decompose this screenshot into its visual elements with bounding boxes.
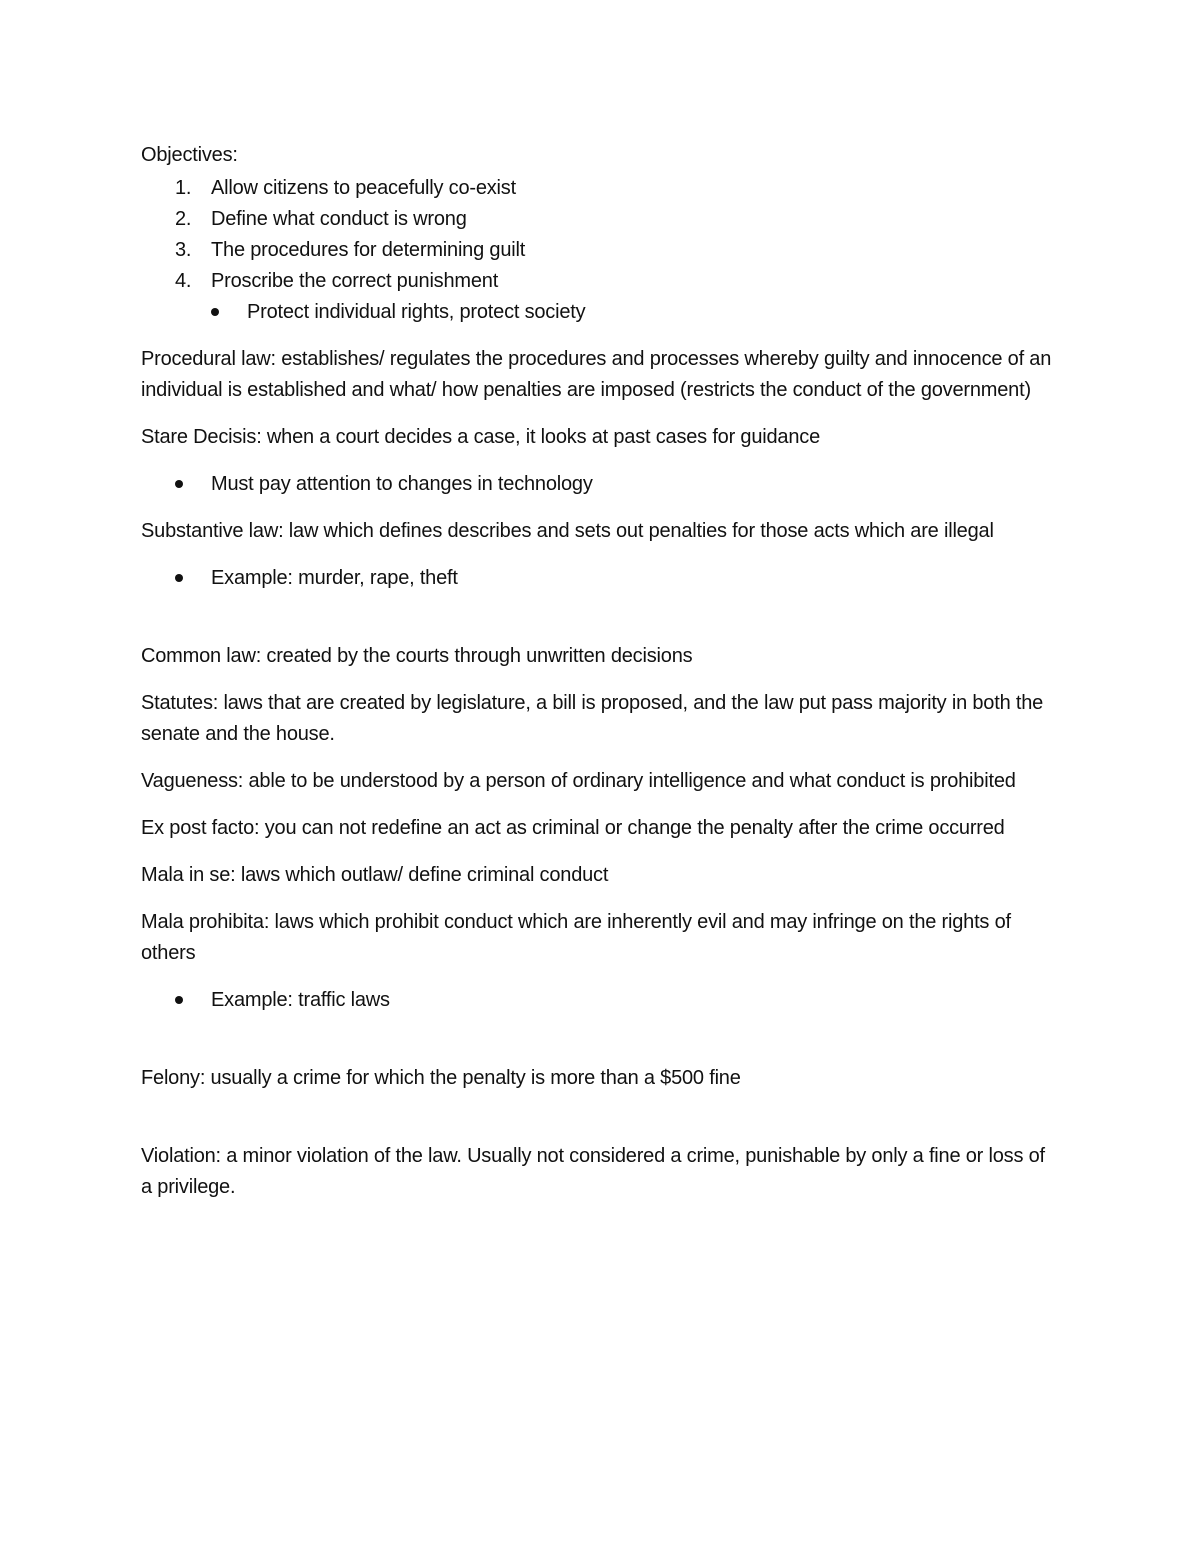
bullet-icon (175, 480, 183, 488)
substantive-law-paragraph: Substantive law: law which defines describes and sets out penalties for those acts which are illegal (141, 520, 994, 542)
bullet-icon (211, 308, 219, 316)
list-item (141, 297, 1061, 328)
bullet-icon (175, 574, 183, 582)
objective-item (141, 266, 1061, 297)
objective-text: The procedures for determining guilt (211, 239, 526, 261)
objective-text: Allow citizens to peacefully co-exist (211, 177, 516, 199)
mala-prohibita-list (141, 985, 1061, 1016)
objective-item (141, 235, 1061, 266)
objective-number: 1. (175, 177, 192, 199)
bullet-text: Must pay attention to changes in technology (211, 473, 593, 495)
statutes-paragraph: Statutes: laws that are created by legislature, a bill is proposed, and the law put pass majority in both the senate and the house. (141, 692, 1044, 745)
common-law-paragraph: Common law: created by the courts through unwritten decisions (141, 645, 693, 667)
objective-number: 4. (175, 270, 192, 292)
list-item (141, 469, 1061, 500)
document-body (141, 140, 1061, 1219)
blank-line (141, 610, 1061, 641)
list-item (141, 563, 1061, 594)
list-item (141, 985, 1061, 1016)
ex-post-facto-paragraph: Ex post facto: you can not redefine an act as criminal or change the penalty after the crime occurred (141, 817, 1005, 839)
objectives-heading: Objectives: (141, 144, 238, 166)
blank-line (141, 1110, 1061, 1141)
objective-item (141, 173, 1061, 204)
objective-number: 3. (175, 239, 192, 261)
objectives-sub-list (141, 297, 1061, 328)
stare-decisis-list (141, 469, 1061, 500)
objective-number: 2. (175, 208, 192, 230)
objectives-list (141, 173, 1061, 297)
objective-text: Proscribe the correct punishment (211, 270, 499, 292)
bullet-text: Example: traffic laws (211, 989, 390, 1011)
bullet-icon (175, 996, 183, 1004)
stare-decisis-paragraph: Stare Decisis: when a court decides a case, it looks at past cases for guidance (141, 426, 821, 448)
objective-item (141, 204, 1061, 235)
procedural-law-paragraph: Procedural law: establishes/ regulates the procedures and processes whereby guilty and innocence of an individual is established and what/ how penalties are imposed (restricts the conduct of the government) (141, 348, 1052, 401)
substantive-law-list (141, 563, 1061, 594)
felony-paragraph: Felony: usually a crime for which the penalty is more than a $500 fine (141, 1067, 741, 1089)
objective-text: Define what conduct is wrong (211, 208, 467, 230)
mala-prohibita-paragraph: Mala prohibita: laws which prohibit conduct which are inherently evil and may infringe on the rights of others (141, 911, 1011, 964)
bullet-text: Protect individual rights, protect society (247, 301, 586, 323)
violation-paragraph: Violation: a minor violation of the law. Usually not considered a crime, punishable by only a fine or loss of a privilege. (141, 1145, 1045, 1198)
blank-line (141, 1032, 1061, 1063)
bullet-text: Example: murder, rape, theft (211, 567, 458, 589)
mala-in-se-paragraph: Mala in se: laws which outlaw/ define criminal conduct (141, 864, 609, 886)
vagueness-paragraph: Vagueness: able to be understood by a person of ordinary intelligence and what conduct is prohibited (141, 770, 1016, 792)
